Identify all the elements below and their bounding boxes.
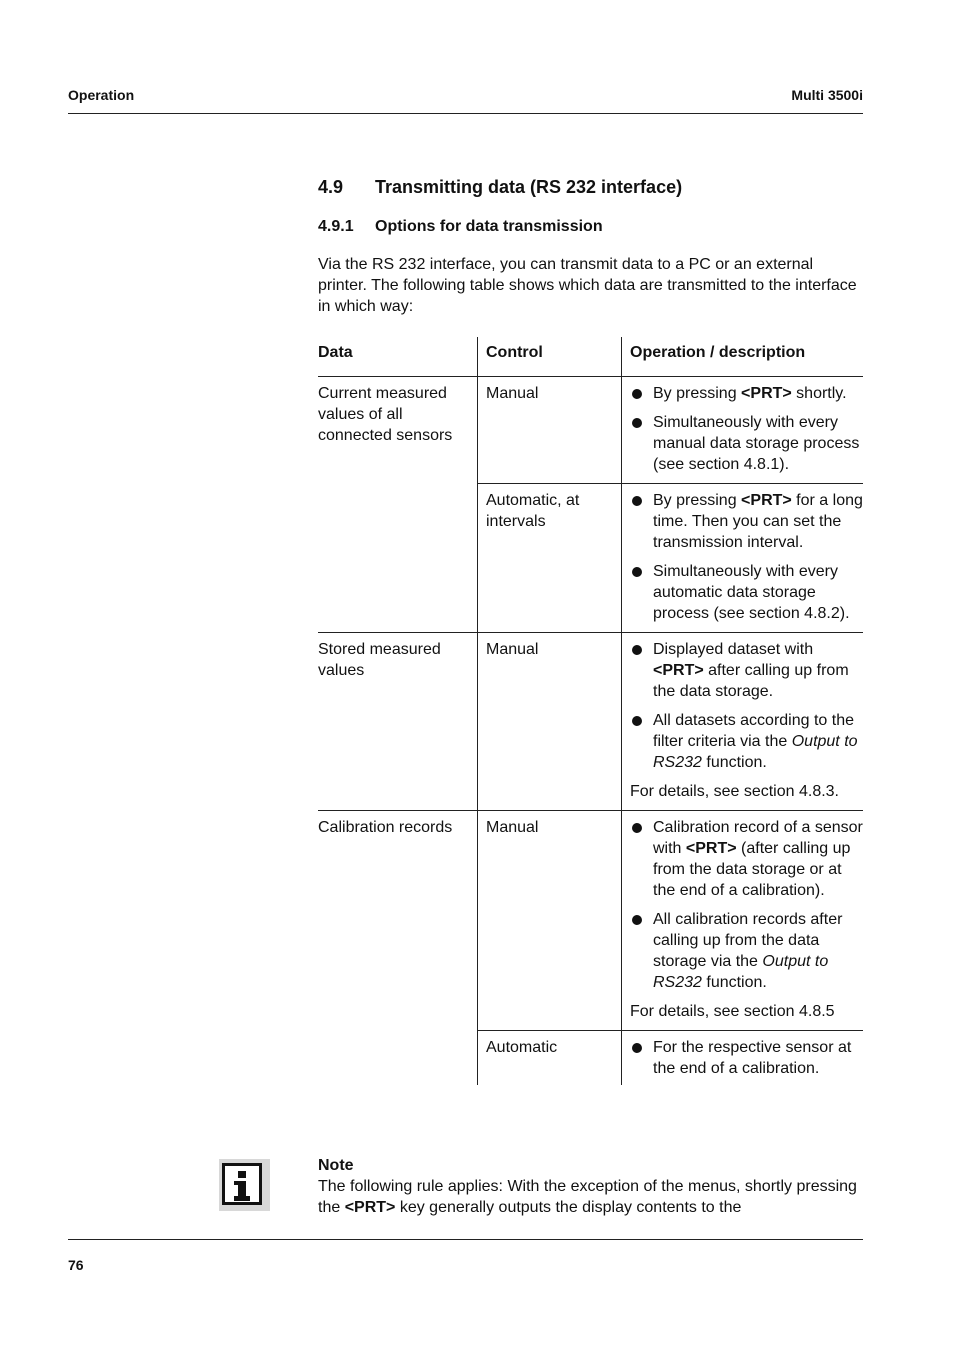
key-label: <PRT> xyxy=(653,662,704,679)
data-cell xyxy=(318,1031,478,1086)
bullet-item: Calibration record of a sensor with <PRT> (after calling up from the data storage or at the end of a calibration). xyxy=(630,817,863,901)
description-cell xyxy=(622,811,864,1031)
details-reference: For details, see section 4.8.3. xyxy=(630,783,839,800)
data-cell: Stored measured values xyxy=(318,633,478,811)
bullet-dot-icon xyxy=(632,1043,642,1053)
header-rule xyxy=(68,113,863,114)
bullet-dot-icon xyxy=(632,915,642,925)
bullet-item: For the respective sensor at the end of a calibration. xyxy=(630,1037,863,1079)
data-cell: Calibration records xyxy=(318,819,453,836)
running-header-section: Operation xyxy=(68,87,135,103)
table-row xyxy=(318,377,863,484)
table-row xyxy=(318,633,863,811)
bullet-item: All datasets according to the filter criteria via the Output to RS232 function. xyxy=(630,710,863,773)
description-cell xyxy=(622,377,864,484)
data-transmission-table xyxy=(318,337,863,1085)
bullet-dot-icon xyxy=(632,645,642,655)
table-header-row xyxy=(318,337,863,377)
intro-paragraph: Via the RS 232 interface, you can transmit data to a PC or an external printer. The following table shows which data are transmitted to the interface in which way: xyxy=(318,256,857,315)
note-text: The following rule applies: With the exception of the menus, shortly pressing the <PRT> key generally outputs the display contents to the xyxy=(318,1178,857,1216)
bullet-dot-icon xyxy=(632,567,642,577)
subsection-number: 4.9.1 xyxy=(318,218,354,235)
control-cell: Manual xyxy=(478,377,622,484)
control-cell: Manual xyxy=(478,811,622,1031)
subsection-heading xyxy=(318,218,603,236)
column-header-description: Operation / description xyxy=(622,337,864,377)
control-cell: Automatic, at intervals xyxy=(478,484,622,633)
table-row xyxy=(318,811,863,1031)
control-cell: Automatic xyxy=(478,1031,622,1086)
bullet-dot-icon xyxy=(632,418,642,428)
key-label: <PRT> xyxy=(741,492,792,509)
bullet-dot-icon xyxy=(632,716,642,726)
section-heading xyxy=(318,177,682,198)
note-title: Note xyxy=(318,1157,354,1174)
details-reference: For details, see section 4.8.5 xyxy=(630,1003,835,1020)
control-cell: Manual xyxy=(478,633,622,811)
function-name: Output to RS232 xyxy=(653,733,858,771)
key-label: <PRT> xyxy=(741,385,792,402)
bullet-item: Displayed dataset with <PRT> after calling up from the data storage. xyxy=(630,639,863,702)
section-title: Transmitting data (RS 232 interface) xyxy=(375,177,683,197)
bullet-dot-icon xyxy=(632,389,642,399)
running-header-product: Multi 3500i xyxy=(791,87,863,103)
description-cell xyxy=(622,484,864,633)
column-header-control: Control xyxy=(478,337,622,377)
page-number: 76 xyxy=(68,1257,84,1273)
footer-rule xyxy=(68,1239,863,1240)
data-cell xyxy=(318,484,478,633)
table-row xyxy=(318,1031,863,1086)
bullet-item: By pressing <PRT> shortly. xyxy=(630,383,863,404)
column-header-data: Data xyxy=(318,337,478,377)
info-icon xyxy=(219,1159,270,1211)
bullet-item: All calibration records after calling up from the data storage via the Output to RS232 function. xyxy=(630,909,863,993)
function-name: Output to RS232 xyxy=(653,953,829,991)
bullet-dot-icon xyxy=(632,496,642,506)
bullet-dot-icon xyxy=(632,823,642,833)
description-cell xyxy=(622,1031,864,1086)
subsection-title: Options for data transmission xyxy=(375,218,603,235)
bullet-item: By pressing <PRT> for a long time. Then you can set the transmission interval. xyxy=(630,490,863,553)
section-number: 4.9 xyxy=(318,177,344,197)
note-block xyxy=(318,1155,866,1218)
key-label: <PRT> xyxy=(344,1199,396,1216)
data-cell: Current measured values of all connected sensors xyxy=(318,385,453,444)
description-cell xyxy=(622,633,864,811)
table-row xyxy=(318,484,863,633)
key-label: <PRT> xyxy=(685,840,737,857)
bullet-item: Simultaneously with every automatic data storage process (see section 4.8.2). xyxy=(630,561,863,624)
bullet-item: Simultaneously with every manual data storage process (see section 4.8.1). xyxy=(630,412,863,475)
